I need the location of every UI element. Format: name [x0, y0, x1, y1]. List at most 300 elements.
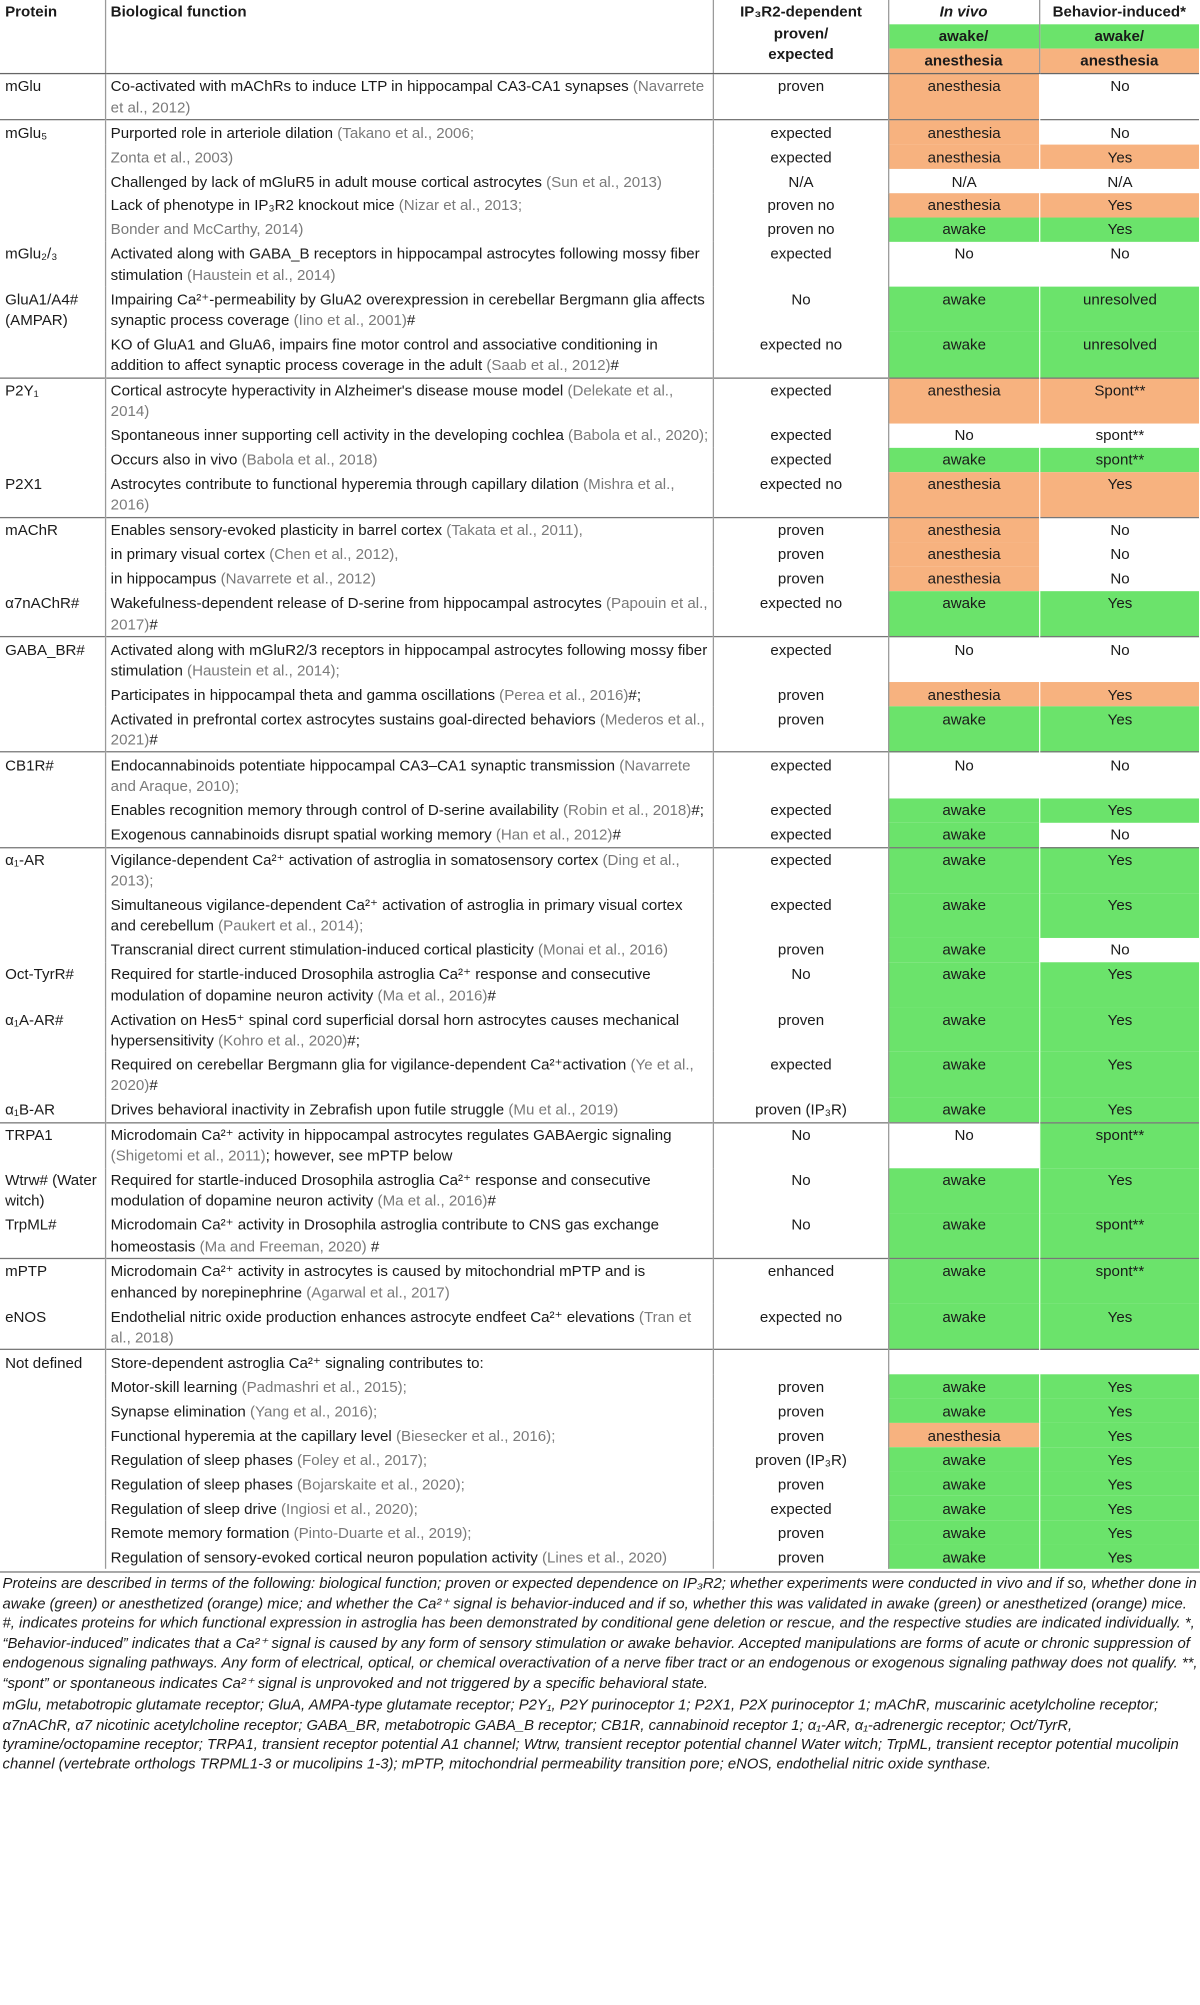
- function-text: Microdomain Ca²⁺ activity in Drosophila astroglia contribute to CNS gas exchange homeostasis: [110, 1215, 659, 1255]
- function-suffix: #: [149, 614, 158, 633]
- ip3r2-cell: expected no: [713, 472, 888, 518]
- invivo-cell: awake: [888, 847, 1039, 893]
- function-text: Regulation of sensory-evoked cortical neuron population activity: [110, 1547, 542, 1566]
- reference-citation: (Padmashri et al., 2015);: [241, 1377, 407, 1396]
- behavior-cell: Yes: [1039, 1423, 1199, 1447]
- table-row: [0, 1472, 1199, 1496]
- ip3r2-cell: No: [713, 287, 888, 332]
- behavior-cell: No: [1110, 244, 1130, 263]
- table-row: [0, 1350, 1199, 1375]
- table-row: [0, 423, 1199, 447]
- invivo-cell: awake: [888, 1472, 1039, 1496]
- table-row: [0, 74, 1199, 120]
- invivo-cell: awake: [888, 332, 1039, 378]
- reference-citation: (Delekate et al., 2014): [110, 381, 674, 420]
- behavior-cell: Yes: [1039, 472, 1199, 518]
- invivo-cell: anesthesia: [888, 1423, 1039, 1447]
- table-row: [0, 169, 1199, 193]
- ip3r2-cell: proven (IP₃R): [713, 1448, 888, 1472]
- function-text: Co-activated with mAChRs to induce LTP in hippocampal CA3-CA1 synapses: [110, 77, 633, 96]
- table-row: [0, 962, 1199, 1007]
- invivo-cell: anesthesia: [888, 472, 1039, 518]
- function-text: Endothelial nitric oxide production enhances astrocyte endfeet Ca²⁺ elevations: [110, 1307, 639, 1326]
- ip3r2-cell: expected: [713, 448, 888, 472]
- function-text: Required for startle-induced Drosophila astroglia Ca²⁺ response and consecutive modulation of dopamine neuron activity: [110, 965, 651, 1004]
- table-row: [0, 1259, 1199, 1305]
- protein-name: mPTP: [5, 1262, 48, 1281]
- ip3r2-cell: expected: [713, 752, 888, 798]
- ip3r2-cell: enhanced: [713, 1259, 888, 1305]
- protein-name: mGlu: [5, 77, 42, 96]
- invivo-cell: awake: [888, 1168, 1039, 1213]
- function-cell: [105, 962, 713, 1007]
- function-cell: [105, 637, 713, 683]
- header-behavior-line1: Behavior-induced*: [1052, 3, 1187, 21]
- protein-cell: [0, 1448, 105, 1472]
- behavior-cell: Yes: [1039, 707, 1199, 753]
- protein-cell: [0, 218, 105, 242]
- table-row: [0, 1052, 1199, 1097]
- reference-citation: (Saab et al., 2012): [486, 355, 611, 374]
- invivo-cell: awake: [888, 1399, 1039, 1423]
- header-ip3r2: [713, 0, 888, 74]
- function-text: Regulation of sleep phases: [110, 1450, 298, 1469]
- reference-citation: (Babola et al., 2020);: [568, 426, 709, 445]
- function-cell: [105, 423, 713, 447]
- function-cell: [105, 1007, 713, 1052]
- table-row: [0, 1304, 1199, 1350]
- behavior-cell: Yes: [1039, 962, 1199, 1007]
- behavior-cell: Yes: [1039, 1496, 1199, 1520]
- function-text: Microdomain Ca²⁺ activity in astrocytes is caused by mitochondrial mPTP and is enhanced by norepinephrine: [110, 1262, 646, 1301]
- function-text: Regulation of sleep drive: [110, 1499, 282, 1518]
- function-cell: [105, 707, 713, 753]
- protein-cell: [0, 120, 105, 145]
- table-row: [0, 752, 1199, 798]
- ip3r2-cell: proven no: [713, 193, 888, 217]
- function-cell: [105, 847, 713, 893]
- behavior-cell: Yes: [1039, 1521, 1199, 1545]
- protein-cell: [0, 1259, 105, 1305]
- reference-citation: (Shigetomi et al., 2011): [110, 1146, 266, 1165]
- protein-cell: [0, 1423, 105, 1447]
- ip3r2-cell: expected: [713, 242, 888, 287]
- invivo-cell: No: [888, 423, 1039, 447]
- protein-cell: [0, 822, 105, 847]
- protein-cell: [0, 1545, 105, 1569]
- function-text: Functional hyperemia at the capillary level: [110, 1426, 396, 1445]
- behavior-cell: No: [1039, 74, 1199, 120]
- function-text: Activated along with mGluR2/3 receptors in hippocampal astrocytes following mossy fiber stimulation: [110, 640, 708, 680]
- invivo-cell: awake: [888, 962, 1039, 1007]
- protein-cell: [0, 542, 105, 566]
- protein-cell: [0, 847, 105, 893]
- function-text: Required for startle-induced Drosophila astroglia Ca²⁺ response and consecutive modulation of dopamine neuron activity: [110, 1170, 651, 1210]
- protein-cell: [0, 1350, 105, 1375]
- table-row: [0, 1168, 1199, 1213]
- header-behavior-line2: awake/: [1040, 24, 1199, 48]
- function-text: Activated along with GABA_B receptors in hippocampal astrocytes following mossy fiber stimulation: [110, 244, 700, 284]
- function-text: Participates in hippocampal theta and gamma oscillations: [110, 685, 500, 704]
- table-row: [0, 287, 1199, 332]
- function-cell: [105, 287, 713, 332]
- ip3r2-cell: expected: [713, 1496, 888, 1520]
- invivo-cell: awake: [888, 822, 1039, 847]
- function-cell: [105, 1304, 713, 1350]
- function-cell: [105, 378, 713, 424]
- protein-cell: [0, 682, 105, 706]
- function-cell: [105, 1423, 713, 1447]
- behavior-cell: Spont**: [1039, 378, 1199, 424]
- ip3r2-cell: No: [713, 962, 888, 1007]
- protein-name: α₁-AR: [5, 850, 45, 869]
- ip3r2-cell: N/A: [713, 169, 888, 193]
- table-row: [0, 1375, 1199, 1399]
- function-cell: [105, 591, 713, 637]
- behavior-cell: Yes: [1039, 1472, 1199, 1496]
- behavior-cell: Yes: [1039, 1545, 1199, 1569]
- header-invivo-line3: anesthesia: [889, 49, 1039, 73]
- function-suffix: #: [610, 355, 619, 374]
- protein-name: α₁B-AR: [5, 1100, 56, 1119]
- table-row: [0, 682, 1199, 706]
- reference-citation: (Navarrete et al., 2012): [220, 569, 376, 588]
- protein-name: P2Y₁: [5, 381, 39, 400]
- reference-citation: (Han et al., 2012): [495, 825, 613, 844]
- function-text: in primary visual cortex: [110, 545, 270, 564]
- function-cell: [105, 448, 713, 472]
- protein-cell: [0, 567, 105, 591]
- invivo-cell: awake: [888, 218, 1039, 242]
- function-suffix: #: [149, 1076, 158, 1094]
- function-cell: [105, 145, 713, 169]
- function-cell: [105, 938, 713, 962]
- behavior-cell: [1039, 1350, 1199, 1375]
- invivo-cell: anesthesia: [888, 74, 1039, 120]
- behavior-cell: Yes: [1039, 1304, 1199, 1350]
- table-row: [0, 893, 1199, 938]
- function-text: Purported role in arteriole dilation: [110, 123, 338, 142]
- ip3r2-cell: expected: [713, 893, 888, 938]
- invivo-cell: awake: [888, 1052, 1039, 1097]
- function-cell: [105, 193, 713, 217]
- protein-cell: [0, 591, 105, 637]
- function-suffix: #: [487, 1191, 496, 1210]
- reference-citation: Zonta et al., 2003): [110, 147, 234, 166]
- header-behavior-line3: anesthesia: [1040, 49, 1199, 73]
- behavior-cell: Yes: [1039, 591, 1199, 637]
- reference-citation: (Yang et al., 2016);: [249, 1402, 378, 1421]
- invivo-cell: No: [888, 637, 1039, 683]
- function-text: Challenged by lack of mGluR5 in adult mouse cortical astrocytes: [110, 172, 547, 191]
- function-text: Regulation of sleep phases: [110, 1475, 298, 1494]
- table-row: [0, 145, 1199, 169]
- behavior-cell: No: [1039, 518, 1199, 543]
- behavior-cell: No: [1110, 569, 1130, 588]
- table-row: [0, 378, 1199, 424]
- function-cell: [105, 1350, 713, 1375]
- table-row: [0, 1122, 1199, 1168]
- reference-citation: (Mu et al., 2019): [508, 1100, 619, 1119]
- invivo-cell: awake: [888, 287, 1039, 332]
- ip3r2-cell: expected no: [713, 332, 888, 378]
- reference-citation: (Mishra et al., 2016): [110, 474, 675, 514]
- invivo-cell: No: [888, 242, 1039, 287]
- protein-cell: [0, 74, 105, 120]
- function-cell: [105, 1213, 713, 1259]
- behavior-cell: spont**: [1039, 448, 1199, 472]
- protein-cell: [0, 145, 105, 169]
- ip3r2-cell: expected no: [713, 1304, 888, 1350]
- function-text: Impairing Ca²⁺-permeability by GluA2 overexpression in cerebellar Bergmann glia affects synaptic process coverage: [110, 290, 705, 329]
- reference-citation: (Takano et al., 2006;: [337, 123, 475, 142]
- protein-name: α7nAChR#: [5, 594, 80, 613]
- protein-cell: [0, 518, 105, 543]
- protein-cell: [0, 962, 105, 1007]
- ip3r2-cell: No: [713, 1168, 888, 1213]
- function-cell: [105, 1122, 713, 1168]
- protein-cell: [0, 1122, 105, 1168]
- behavior-cell: spont**: [1039, 1259, 1199, 1305]
- behavior-cell: Yes: [1039, 798, 1199, 822]
- ip3r2-cell: proven: [713, 74, 888, 120]
- invivo-cell: anesthesia: [888, 518, 1039, 543]
- reference-citation: (Sun et al., 2013): [546, 172, 662, 191]
- table-row: [0, 1423, 1199, 1447]
- invivo-cell: awake: [888, 1448, 1039, 1472]
- protein-cell: [0, 332, 105, 378]
- invivo-cell: No: [888, 1122, 1039, 1168]
- reference-citation: (Babola et al., 2018): [241, 450, 378, 469]
- function-suffix: #: [406, 310, 416, 329]
- behavior-cell: Yes: [1039, 1168, 1199, 1213]
- table-row: [0, 822, 1199, 847]
- table-row: [0, 1496, 1199, 1520]
- invivo-cell: anesthesia: [888, 145, 1039, 169]
- header-invivo-line2: awake/: [889, 24, 1039, 48]
- table-row: [0, 567, 1199, 591]
- header-ip3r2-line3: expected: [768, 44, 834, 63]
- ip3r2-cell: expected: [713, 822, 888, 847]
- reference-citation: (Ingiosi et al., 2020);: [281, 1499, 418, 1518]
- invivo-cell: awake: [888, 1496, 1039, 1520]
- reference-citation: (Bojarskaite et al., 2020);: [297, 1475, 465, 1494]
- behavior-cell: N/A: [1107, 172, 1133, 191]
- reference-citation: (Haustein et al., 2014): [187, 265, 336, 284]
- table-row: [0, 472, 1199, 518]
- protein-cell: [0, 378, 105, 424]
- reference-citation: (Papouin et al., 2017): [110, 594, 708, 633]
- table-row: [0, 332, 1199, 378]
- reference-citation: (Haustein et al., 2014);: [187, 661, 340, 680]
- function-cell: [105, 332, 713, 378]
- protein-name: GluA1/A4# (AMPAR): [5, 290, 79, 329]
- header-ip3r2-line2: proven/: [773, 23, 829, 42]
- table-row: [0, 591, 1199, 637]
- reference-citation: (Paukert et al., 2014);: [218, 916, 364, 935]
- function-cell: [105, 1472, 713, 1496]
- ip3r2-cell: proven: [713, 1472, 888, 1496]
- behavior-cell: Yes: [1039, 1007, 1199, 1052]
- ip3r2-cell: expected: [713, 423, 888, 447]
- protein-cell: [0, 707, 105, 753]
- function-cell: [105, 682, 713, 706]
- table-row: [0, 218, 1199, 242]
- protein-cell: [0, 242, 105, 287]
- ip3r2-cell: proven no: [713, 218, 888, 242]
- function-text: Remote memory formation: [110, 1523, 294, 1542]
- function-suffix: #: [487, 986, 496, 1004]
- function-suffix: ; however, see mPTP below: [265, 1146, 453, 1165]
- function-cell: [105, 472, 713, 518]
- function-text: Endocannabinoids potentiate hippocampal CA3–CA1 synaptic transmission: [110, 756, 620, 774]
- function-cell: [105, 1448, 713, 1472]
- function-text: Store-dependent astroglia Ca²⁺ signaling contributes to:: [110, 1353, 484, 1372]
- table-row: [0, 542, 1199, 566]
- reference-citation: (Ma et al., 2016): [377, 1191, 488, 1210]
- function-text: Occurs also in vivo: [110, 450, 242, 469]
- protein-name: P2X1: [5, 474, 43, 493]
- ip3r2-cell: [713, 1350, 888, 1375]
- table-row: [0, 242, 1199, 287]
- behavior-cell: Yes: [1039, 1375, 1199, 1399]
- behavior-cell: Yes: [1039, 682, 1199, 706]
- ip3r2-cell: proven: [713, 1423, 888, 1447]
- behavior-cell: unresolved: [1039, 332, 1199, 378]
- protein-cell: [0, 472, 105, 518]
- behavior-cell: spont**: [1039, 1213, 1199, 1259]
- function-cell: [105, 1097, 713, 1122]
- protein-name: TRPA1: [5, 1125, 53, 1144]
- behavior-cell: No: [1110, 545, 1130, 564]
- invivo-cell: anesthesia: [888, 378, 1039, 424]
- protein-name: eNOS: [5, 1307, 47, 1326]
- invivo-cell: anesthesia: [888, 682, 1039, 706]
- protein-cell: [0, 1521, 105, 1545]
- protein-cell: [0, 1097, 105, 1122]
- invivo-cell: awake: [888, 707, 1039, 753]
- function-text: Simultaneous vigilance-dependent Ca²⁺ activation of astroglia in primary visual cortex and cerebellum: [110, 895, 683, 935]
- table-row: [0, 120, 1199, 145]
- function-cell: [105, 798, 713, 822]
- reference-citation: (Foley et al., 2017);: [297, 1450, 428, 1469]
- protein-cell: [0, 1496, 105, 1520]
- invivo-cell: awake: [888, 1007, 1039, 1052]
- function-cell: [105, 518, 713, 543]
- protein-cell: [0, 423, 105, 447]
- function-suffix: #: [366, 1236, 380, 1255]
- behavior-cell: Yes: [1039, 1097, 1199, 1122]
- ip3r2-cell: expected: [713, 378, 888, 424]
- ip3r2-cell: No: [713, 1213, 888, 1259]
- function-text: Synapse elimination: [110, 1402, 250, 1421]
- function-text: Enables sensory-evoked plasticity in barrel cortex: [110, 521, 447, 540]
- table-row: [0, 448, 1199, 472]
- invivo-cell: N/A: [888, 169, 1039, 193]
- reference-citation: (Ding et al., 2013);: [110, 850, 680, 890]
- protein-cell: [0, 893, 105, 938]
- ip3r2-cell: proven: [713, 1007, 888, 1052]
- function-cell: [105, 1052, 713, 1097]
- header-protein: Protein: [0, 0, 105, 74]
- reference-citation: (Chen et al., 2012),: [269, 545, 399, 564]
- behavior-cell: unresolved: [1039, 287, 1199, 332]
- protein-name: Not defined: [5, 1353, 83, 1372]
- behavior-cell: Yes: [1039, 218, 1199, 242]
- ip3r2-cell: proven: [713, 938, 888, 962]
- invivo-cell: awake: [888, 1259, 1039, 1305]
- invivo-cell: awake: [888, 1545, 1039, 1569]
- header-function: Biological function: [105, 0, 713, 74]
- behavior-cell: No: [1039, 637, 1199, 683]
- ip3r2-cell: proven: [713, 542, 888, 566]
- protein-cell: [0, 1375, 105, 1399]
- ip3r2-cell: expected: [713, 1052, 888, 1097]
- reference-citation: (Robin et al., 2018): [562, 801, 692, 820]
- table-header-row: [0, 0, 1199, 74]
- invivo-cell: awake: [888, 1097, 1039, 1122]
- function-text: Required on cerebellar Bergmann glia for vigilance-dependent Ca²⁺activation: [110, 1055, 631, 1074]
- behavior-cell: spont**: [1095, 426, 1145, 445]
- reference-citation: (Lines et al., 2020): [541, 1547, 668, 1566]
- function-text: Astrocytes contribute to functional hyperemia through capillary dilation: [110, 474, 584, 493]
- ip3r2-cell: expected no: [713, 591, 888, 637]
- table-row: [0, 1007, 1199, 1052]
- protein-name: GABA_BR#: [5, 640, 85, 659]
- function-text: Enables recognition memory through control of D-serine availability: [110, 801, 563, 820]
- function-cell: [105, 1399, 713, 1423]
- function-text: Activation on Hes5⁺ spinal cord superficial dorsal horn astrocytes causes mechanical hypersensitivity: [110, 1010, 680, 1049]
- function-cell: [105, 1375, 713, 1399]
- behavior-cell: Yes: [1039, 145, 1199, 169]
- table-row: [0, 938, 1199, 962]
- function-text: Motor-skill learning: [110, 1377, 242, 1396]
- invivo-cell: anesthesia: [888, 542, 1039, 566]
- reference-citation: (Biesecker et al., 2016);: [395, 1426, 556, 1445]
- function-cell: [105, 752, 713, 798]
- behavior-cell: Yes: [1039, 1399, 1199, 1423]
- protein-name: α₁A-AR#: [5, 1010, 64, 1029]
- function-cell: [105, 169, 713, 193]
- ip3r2-cell: proven (IP₃R): [713, 1097, 888, 1122]
- function-suffix: #: [612, 825, 621, 844]
- function-cell: [105, 74, 713, 120]
- protein-name: mGlu₂/₃: [5, 244, 58, 263]
- function-cell: [105, 1521, 713, 1545]
- reference-citation: (Takata et al., 2011),: [446, 521, 583, 540]
- behavior-cell: spont**: [1039, 1122, 1199, 1168]
- table-row: [0, 637, 1199, 683]
- function-text: Cortical astrocyte hyperactivity in Alzheimer's disease mouse model: [110, 381, 568, 400]
- function-text: Vigilance-dependent Ca²⁺ activation of astroglia in somatosensory cortex: [110, 850, 603, 869]
- function-cell: [105, 1168, 713, 1213]
- reference-citation: (Ma and Freeman, 2020): [199, 1236, 367, 1255]
- invivo-cell: awake: [888, 1213, 1039, 1259]
- table-row: [0, 1097, 1199, 1122]
- ip3r2-cell: proven: [713, 518, 888, 543]
- header-invivo: [888, 0, 1039, 74]
- reference-citation: (Agarwal et al., 2017): [306, 1283, 450, 1301]
- reference-citation: (Pinto-Duarte et al., 2019);: [293, 1523, 472, 1542]
- behavior-cell: Yes: [1039, 193, 1199, 217]
- protein-cell: [0, 1213, 105, 1259]
- protein-cell: [0, 193, 105, 217]
- ip3r2-cell: proven: [713, 1375, 888, 1399]
- reference-citation: (Monai et al., 2016): [537, 941, 669, 959]
- protein-cell: [0, 1168, 105, 1213]
- reference-citation: (Perea et al., 2016): [499, 685, 629, 704]
- reference-citation: (Kohro et al., 2020): [218, 1031, 348, 1049]
